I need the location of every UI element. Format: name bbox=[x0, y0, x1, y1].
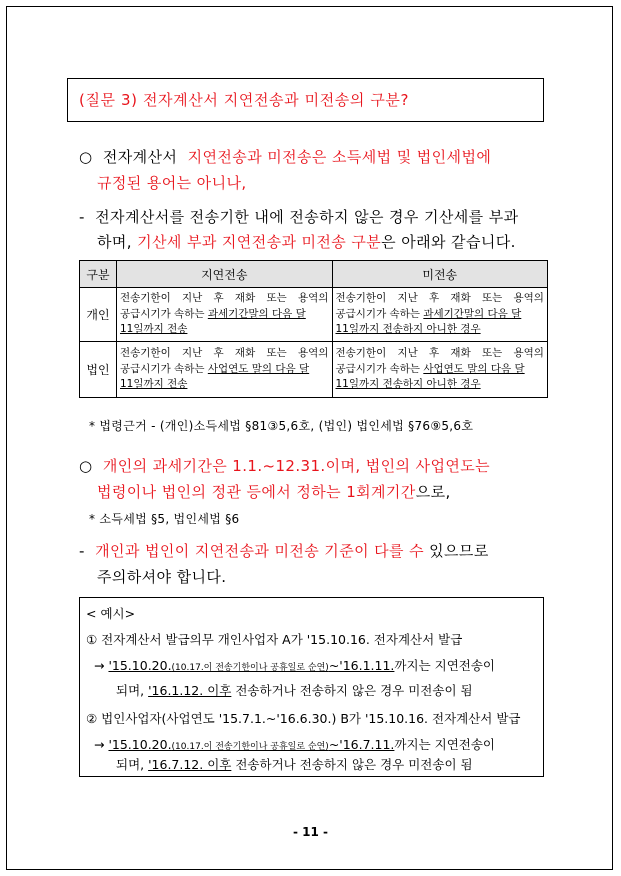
para2-line2: 하며, 기산세 부과 지연전송과 미전송 구분은 아래와 같습니다. bbox=[97, 233, 516, 251]
table-header-row bbox=[80, 261, 548, 288]
para2-line1: - 전자계산서를 전송기한 내에 전송하지 않은 경우 기산세를 부과 bbox=[79, 208, 519, 226]
law-reference-note: * 소득세법 §5, 법인세법 §6 bbox=[89, 512, 240, 526]
row-label: 개인 bbox=[80, 288, 117, 342]
para3-line1: ○ 개인의 과세기간은 1.1.~12.31.이며, 법인의 사업연도는 bbox=[79, 457, 491, 475]
example1-line1: ① 전자계산서 발급의무 개인사업자 A가 '15.10.16. 전자계산서 발급 bbox=[86, 632, 463, 647]
row-label: 법인 bbox=[80, 342, 117, 398]
example1-line2: → '15.10.20.(10.17.이 전송기한이나 공휴일로 순연)~'16.1.11.까지는 지연전송이 bbox=[94, 658, 495, 673]
example1-line3: 되며, '16.1.12. 이후 전송하거나 전송하지 않은 경우 미전송이 됨 bbox=[116, 683, 473, 698]
para1-line2: 규정된 용어는 아니나, bbox=[97, 174, 247, 192]
comparison-table bbox=[79, 260, 548, 398]
example2-line2: → '15.10.20.(10.17.이 전송기한이나 공휴일로 순연)~'16.7.11.까지는 지연전송이 bbox=[94, 737, 495, 752]
table-row bbox=[80, 288, 548, 342]
question-title: (질문 3) 전자계산서 지연전송과 미전송의 구분? bbox=[67, 78, 544, 122]
example2-line3: 되며, '16.7.12. 이후 전송하거나 전송하지 않은 경우 미전송이 됨 bbox=[116, 757, 473, 772]
example-title: < 예시> bbox=[86, 606, 136, 621]
table-header: 지연전송 bbox=[117, 261, 333, 288]
para3-line2: 법령이나 법인의 정관 등에서 정하는 1회계기간으로, bbox=[97, 483, 451, 501]
para4-line2: 주의하셔야 합니다. bbox=[97, 568, 227, 586]
cell-none: 전송기한이 지난 후 재화 또는 용역의 공급시기가 속하는 과세기간말의 다음 달 11일까지 전송하지 아니한 경우 bbox=[332, 288, 548, 342]
table-row bbox=[80, 342, 548, 398]
example-box bbox=[79, 597, 544, 777]
example2-line1: ② 법인사업자(사업연도 '15.7.1.~'16.6.30.) B가 '15.10.16. 전자계산서 발급 bbox=[86, 711, 521, 726]
table-header: 미전송 bbox=[332, 261, 548, 288]
table-header: 구분 bbox=[80, 261, 117, 288]
cell-delay: 전송기한이 지난 후 재화 또는 용역의 공급시기가 속하는 과세기간말의 다음 달 11일까지 전송 bbox=[117, 288, 333, 342]
para4-line1: - 개인과 법인이 지연전송과 미전송 기준이 다를 수 있으므로 bbox=[79, 542, 489, 560]
legal-basis-note: * 법령근거 - (개인)소득세법 §81③5,6호, (법인) 법인세법 §76⑨5,6호 bbox=[89, 419, 474, 433]
cell-delay: 전송기한이 지난 후 재화 또는 용역의 공급시기가 속하는 사업연도 말의 다음 달 11일까지 전송 bbox=[117, 342, 333, 398]
cell-none: 전송기한이 지난 후 재화 또는 용역의 공급시기가 속하는 사업연도 말의 다음 달 11일까지 전송하지 아니한 경우 bbox=[332, 342, 548, 398]
para1-line1: ○ 전자계산서 지연전송과 미전송은 소득세법 및 법인세법에 bbox=[79, 148, 492, 166]
page-number: - 11 - bbox=[292, 825, 328, 839]
